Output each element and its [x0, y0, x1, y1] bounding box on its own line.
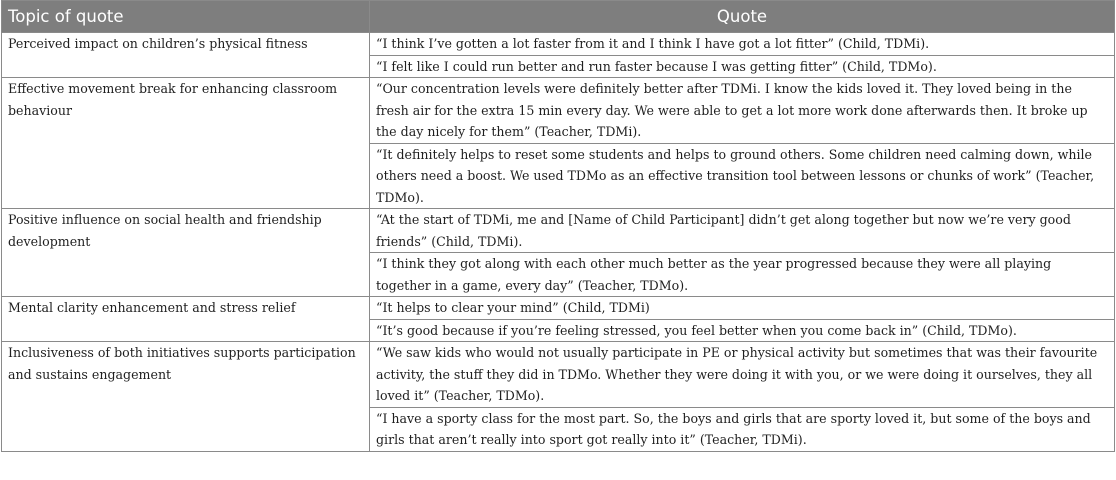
topic-cell: Inclusiveness of both initiatives supports participation and sustains engagement	[2, 342, 370, 452]
quotes-table	[1, 0, 1115, 452]
quote-cell: “It helps to clear your mind” (Child, TDMi)	[370, 297, 1115, 320]
quote-cell: “I think I’ve gotten a lot faster from it and I think I have got a lot fitter” (Child, TDMi).	[370, 33, 1115, 56]
topic-cell: Positive influence on social health and friendship development	[2, 209, 370, 297]
topic-cell: Effective movement break for enhancing classroom behaviour	[2, 78, 370, 209]
quote-cell: “It’s good because if you’re feeling stressed, you feel better when you come back in” (Child, TDMo).	[370, 319, 1115, 342]
quote-cell: “I felt like I could run better and run faster because I was getting fitter” (Child, TDMo).	[370, 55, 1115, 78]
header-row	[2, 1, 1115, 33]
table-row	[2, 33, 1115, 56]
quote-cell: “Our concentration levels were definitely better after TDMi. I know the kids loved it. They loved being in the fresh air for the extra 15 min every day. We were able to get a lot more work done afterwards then. It broke up the day nicely for them” (Teacher, TDMi).	[370, 78, 1115, 144]
quote-cell: “I think they got along with each other much better as the year progressed because they were all playing together in a game, every day” (Teacher, TDMo).	[370, 253, 1115, 297]
table-row	[2, 209, 1115, 253]
header-quote: Quote	[370, 1, 1115, 33]
table-row	[2, 297, 1115, 320]
quote-cell: “I have a sporty class for the most part. So, the boys and girls that are sporty loved it, but some of the boys and girls that aren’t really into sport got really into it” (Teacher, TDMi).	[370, 407, 1115, 451]
header-topic: Topic of quote	[2, 1, 370, 33]
topic-cell: Mental clarity enhancement and stress relief	[2, 297, 370, 342]
quote-cell: “It definitely helps to reset some students and helps to ground others. Some children need calming down, while others need a boost. We used TDMo as an effective transition tool between lessons or chunks of work” (Teacher, TDMo).	[370, 143, 1115, 209]
quote-cell: “We saw kids who would not usually participate in PE or physical activity but sometimes that was their favourite activity, the stuff they did in TDMo. Whether they were doing it with you, or we were doing it ourselves, they all loved it” (Teacher, TDMo).	[370, 342, 1115, 408]
table-row	[2, 78, 1115, 144]
topic-cell: Perceived impact on children’s physical fitness	[2, 33, 370, 78]
quote-cell: “At the start of TDMi, me and [Name of Child Participant] didn’t get along together but now we’re very good friends” (Child, TDMi).	[370, 209, 1115, 253]
table-row	[2, 342, 1115, 408]
